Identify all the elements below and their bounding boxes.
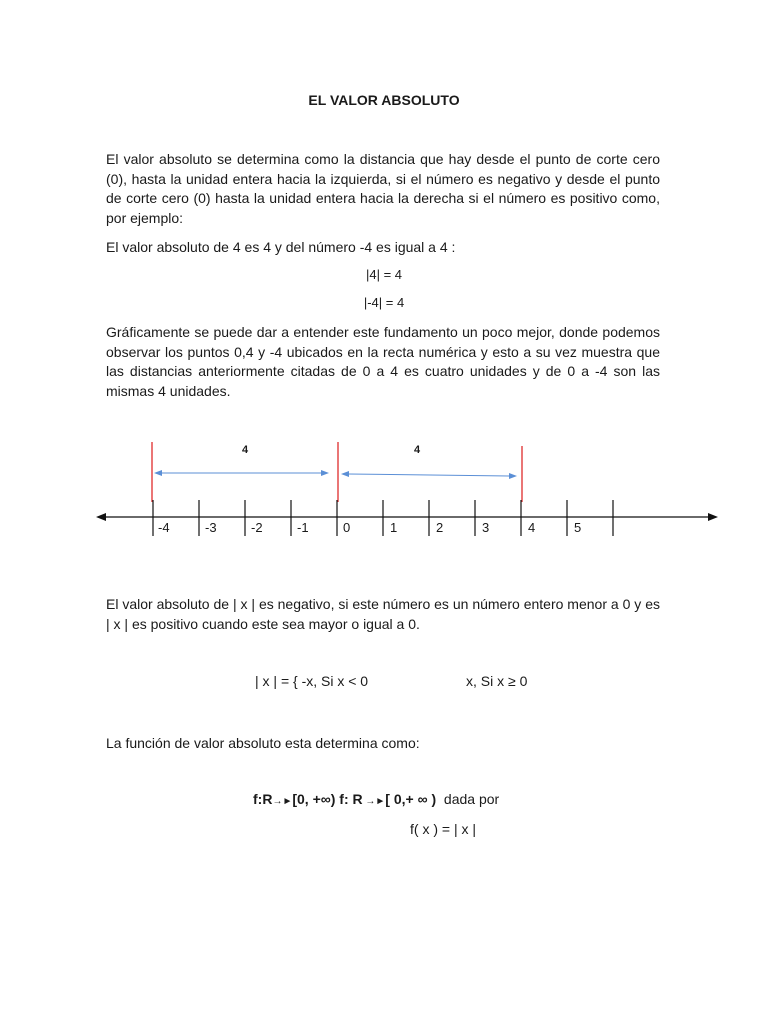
function-mapping: [253, 791, 499, 807]
distance-label-left: 4: [241, 444, 249, 456]
axis-arrow-left: [96, 513, 106, 521]
tick-label: 3: [482, 520, 490, 535]
func-domain: f:R: [253, 791, 273, 807]
paragraph-example-intro: El valor absoluto de 4 es 4 y del número -4 es igual a 4 :: [106, 239, 456, 255]
tick-label: 1: [390, 520, 398, 535]
distance-label-right: 4: [413, 444, 421, 456]
tick-label: -2: [251, 520, 263, 535]
example-abs-neg4: |-4| = 4: [363, 295, 405, 310]
distance-arrow-left: [154, 470, 329, 476]
tick-label: 2: [436, 520, 444, 535]
func-dada-por: dada por: [443, 791, 500, 807]
tick-label: 4: [528, 520, 536, 535]
func-codomain: [0, +∞) f: R: [292, 791, 363, 807]
func-range: [ 0,+ ∞ ): [385, 791, 437, 807]
tick-label: -4: [158, 520, 170, 535]
number-line-diagram: [0, 430, 768, 560]
piecewise-formula-right: x, Si x ≥ 0: [466, 673, 528, 689]
tick-label: 5: [574, 520, 582, 535]
paragraph-graphic-explanation: Gráficamente se puede dar a entender este fundamento un poco mejor, donde podemos observar los puntos 0,4 y -4 ubicados en la recta numérica y esto a su vez muestra que las distancias anteriormente citadas de 0 a 4 es cuatro unidades y de 0 a -4 son las mismas 4 unidades.: [106, 324, 660, 399]
paragraph-function-intro: La función de valor absoluto esta determina como:: [106, 735, 420, 751]
mapping-arrow-icon: →►: [362, 796, 386, 807]
piecewise-formula-left: | x | = { -x, Si x < 0: [255, 673, 369, 689]
tick-marks: [153, 500, 613, 536]
mapping-arrow-icon: →►: [272, 796, 293, 807]
distance-arrow-right: [341, 471, 517, 479]
page-title: EL VALOR ABSOLUTO: [308, 92, 460, 108]
axis-arrow-right: [708, 513, 718, 521]
tick-label: 0: [343, 520, 351, 535]
paragraph-definition: El valor absoluto se determina como la distancia que hay desde el punto de corte cero (0), hasta la unidad entera hacia la izquierda, si el número es negativo y desde el punto de corte cero (0) hasta la unidad entera hacia la derecha si el número es positivo como, por ejemplo:: [106, 151, 660, 226]
tick-label: -3: [205, 520, 217, 535]
paragraph-sign-rule: El valor absoluto de | x | es negativo, si este número es un número entero menor a 0 y es | x | es positivo cuando este sea mayor o igual a 0.: [106, 596, 660, 632]
tick-label: -1: [297, 520, 309, 535]
example-abs-4: |4| = 4: [365, 267, 403, 282]
function-definition: f( x ) = | x |: [410, 821, 477, 837]
